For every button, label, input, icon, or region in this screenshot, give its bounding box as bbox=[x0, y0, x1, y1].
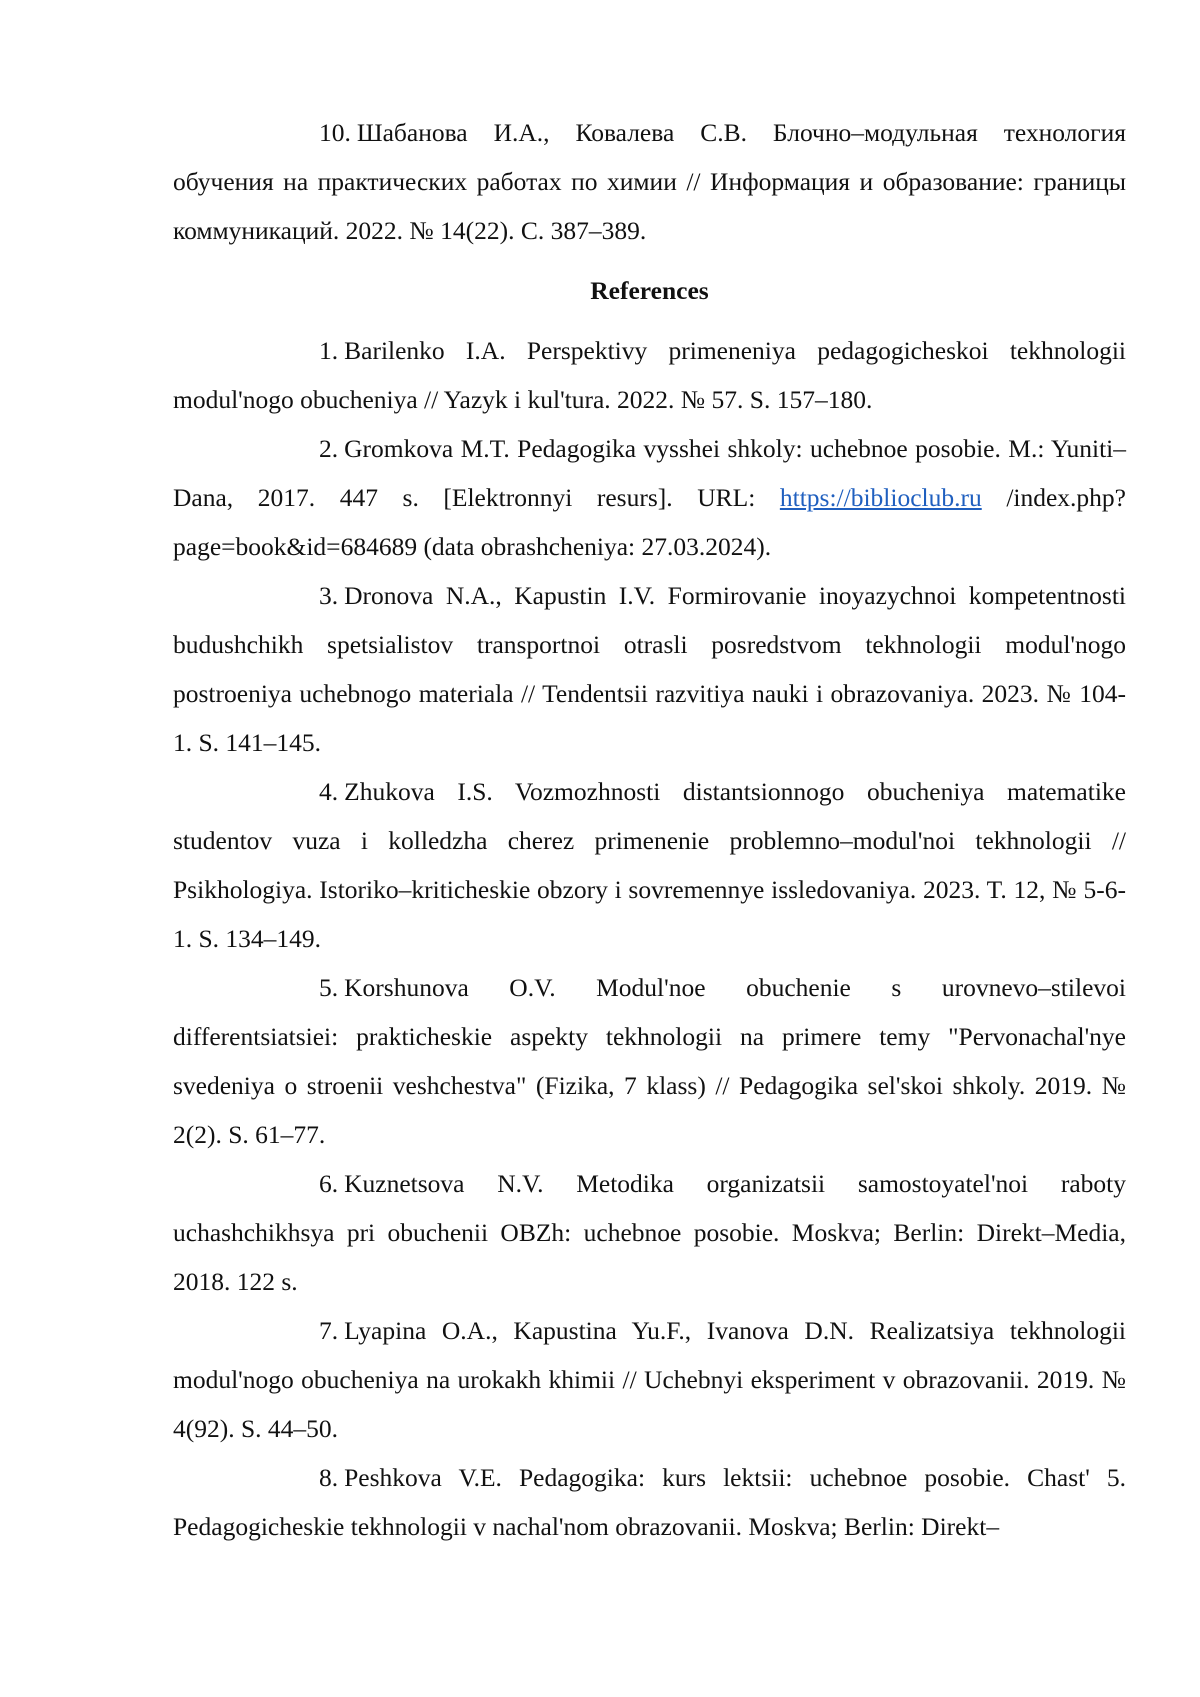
reference-text: Kuznetsova N.V. Metodika organizatsii samostoyatel'noi raboty uchashchikhsya pri obuchenii OBZh: uchebnoe posobie. Moskva; Berlin: Direkt–Media, 2018. 122 s. bbox=[173, 1169, 1126, 1296]
reference-number: 6. bbox=[246, 1159, 344, 1208]
reference-item-2 bbox=[173, 424, 1126, 571]
reference-item-6 bbox=[173, 1159, 1126, 1306]
reference-text: Korshunova O.V. Modul'noe obuchenie s urovnevo–stilevoi differentsiatsiei: prakticheskie aspekty tekhnologii na primere temy "Pervonachal'nye svedeniya o stroenii veshchestva" (Fizika, 7 klass) // Pedagogika sel'skoi shkoly. 2019. № 2(2). S. 61–77. bbox=[173, 973, 1126, 1149]
reference-text: Zhukova I.S. Vozmozhnosti distantsionnogo obucheniya matematike studentov vuza i kolledzha cherez primenenie problemno–modul'noi tekhnologii // Psikhologiya. Istoriko–kriticheskie obzory i sovremennye issledovaniya. 2023. T. 12, № 5-6-1. S. 134–149. bbox=[173, 777, 1126, 953]
reference-item-4 bbox=[173, 767, 1126, 963]
reference-number: 4. bbox=[246, 767, 344, 816]
reference-text: Шабанова И.А., Ковалева С.В. Блочно–модульная технология обучения на практических работах по химии // Информация и образование: границы коммуникаций. 2022. № 14(22). С. 387–389. bbox=[173, 118, 1126, 245]
reference-text: Gromkova M.T. Pedagogika vysshei shkoly: uchebnoe posobie. M.: Yuniti–Dana, 2017. 447 s. [Elektronnyi resurs]. URL: bbox=[173, 434, 1126, 512]
references-heading: References bbox=[173, 266, 1126, 315]
reference-item-7 bbox=[173, 1306, 1126, 1453]
reference-number: 7. bbox=[246, 1306, 344, 1355]
reference-number: 10. bbox=[246, 108, 357, 157]
reference-text: Dronova N.A., Kapustin I.V. Formirovanie inoyazychnoi kompetentnosti budushchikh spetsialistov transportnoi otrasli posredstvom tekhnologii modul'nogo postroeniya uchebnogo materiala // Tendentsii razvitiya nauki i obrazovaniya. 2023. № 104-1. S. 141–145. bbox=[173, 581, 1126, 757]
reference-item-10 bbox=[173, 108, 1126, 255]
page-content bbox=[173, 108, 1126, 1551]
reference-item-1 bbox=[173, 326, 1126, 424]
reference-item-8 bbox=[173, 1453, 1126, 1551]
reference-number: 5. bbox=[246, 963, 344, 1012]
reference-number: 8. bbox=[246, 1453, 344, 1502]
reference-item-5 bbox=[173, 963, 1126, 1159]
reference-number: 3. bbox=[246, 571, 344, 620]
reference-text: Barilenko I.A. Perspektivy primeneniya pedagogicheskoi tekhnologii modul'nogo obucheniya // Yazyk i kul'tura. 2022. № 57. S. 157–180. bbox=[173, 336, 1126, 414]
reference-text-continued: /index.php?page=book&id=684689 (data obrashcheniya: 27.03.2024). bbox=[173, 483, 1126, 561]
reference-item-3 bbox=[173, 571, 1126, 767]
reference-number: 1. bbox=[246, 326, 344, 375]
reference-text: Lyapina O.A., Kapustina Yu.F., Ivanova D.N. Realizatsiya tekhnologii modul'nogo obucheniya na urokakh khimii // Uchebnyi eksperiment v obrazovanii. 2019. № 4(92). S. 44–50. bbox=[173, 1316, 1126, 1443]
document-page bbox=[0, 0, 1200, 1697]
reference-text: Peshkova V.E. Pedagogika: kurs lektsii: uchebnoe posobie. Chast' 5. Pedagogicheskie tekhnologii v nachal'nom obrazovanii. Moskva; Berlin: Direkt– bbox=[173, 1463, 1126, 1541]
biblioclub-link[interactable]: https://biblioclub.ru bbox=[780, 483, 982, 512]
reference-number: 2. bbox=[246, 424, 344, 473]
